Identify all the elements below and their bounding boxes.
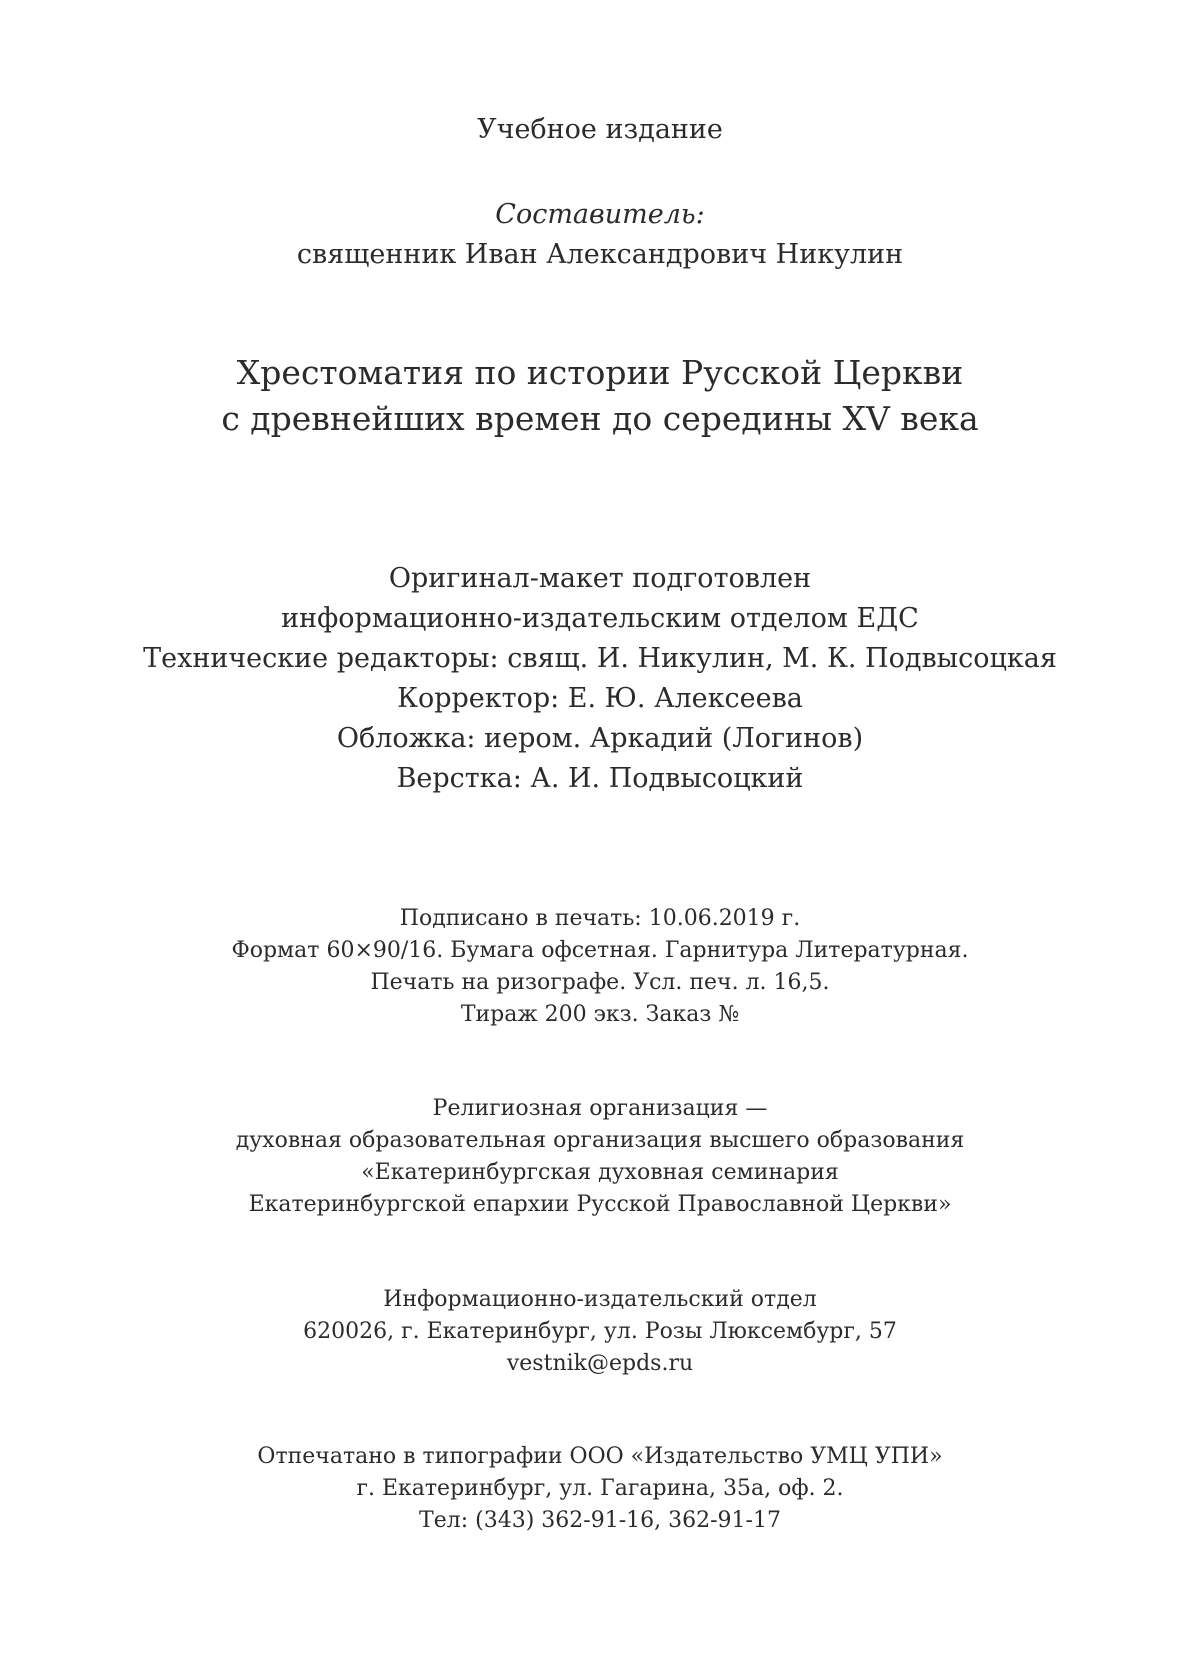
department-email: vestnik@epds.ru — [0, 1348, 1200, 1380]
compiler-block — [0, 195, 1200, 275]
printer-line: Отпечатано в типографии ООО «Издательство УМЦ УПИ» — [0, 1441, 1200, 1473]
department-line: Информационно-издательский отдел — [0, 1284, 1200, 1316]
compiler-label: Составитель: — [0, 195, 1200, 235]
book-title-line-2: с древнейших времен до середины XV века — [0, 396, 1200, 442]
credits-line: Обложка: иером. Аркадий (Логинов) — [0, 719, 1200, 759]
edition-type-text: Учебное издание — [0, 112, 1200, 148]
credits-line: Технические редакторы: свящ. И. Никулин, М. К. Подвысоцкая — [0, 639, 1200, 679]
print-info-line: Тираж 200 экз. Заказ № — [0, 999, 1200, 1031]
credits-line: Верстка: А. И. Подвысоцкий — [0, 759, 1200, 799]
print-info-block — [0, 903, 1200, 1031]
credits-block — [0, 559, 1200, 799]
organization-line: Религиозная организация — — [0, 1093, 1200, 1125]
credits-line: Оригинал-макет подготовлен — [0, 559, 1200, 599]
compiler-name: священник Иван Александрович Никулин — [0, 235, 1200, 275]
print-info-line: Печать на ризографе. Усл. печ. л. 16,5. — [0, 967, 1200, 999]
edition-type — [0, 112, 1200, 148]
credits-line: Корректор: Е. Ю. Алексеева — [0, 679, 1200, 719]
organization-line: духовная образовательная организация высшего образования — [0, 1125, 1200, 1157]
department-line: 620026, г. Екатеринбург, ул. Розы Люксембург, 57 — [0, 1316, 1200, 1348]
print-info-line: Подписано в печать: 10.06.2019 г. — [0, 903, 1200, 935]
printer-line: г. Екатеринбург, ул. Гагарина, 35а, оф. 2. — [0, 1473, 1200, 1505]
book-title — [0, 350, 1200, 442]
organization-line: «Екатеринбургская духовная семинария — [0, 1157, 1200, 1189]
department-block — [0, 1284, 1200, 1380]
printer-line: Тел: (343) 362-91-16, 362-91-17 — [0, 1505, 1200, 1537]
organization-line: Екатеринбургской епархии Русской Православной Церкви» — [0, 1189, 1200, 1221]
book-title-line-1: Хрестоматия по истории Русской Церкви — [0, 350, 1200, 396]
organization-block — [0, 1093, 1200, 1221]
credits-line: информационно-издательским отделом ЕДС — [0, 599, 1200, 639]
printer-block — [0, 1441, 1200, 1537]
print-info-line: Формат 60×90/16. Бумага офсетная. Гарнитура Литературная. — [0, 935, 1200, 967]
